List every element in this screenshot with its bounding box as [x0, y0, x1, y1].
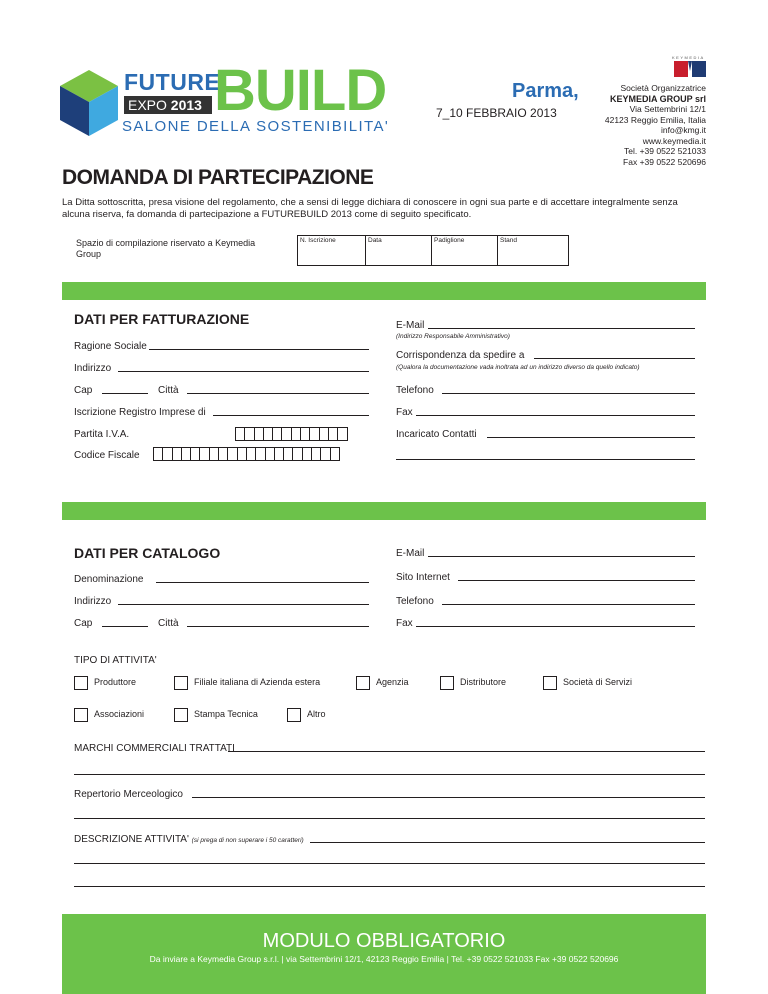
associazioni-label: Associazioni [94, 709, 145, 719]
descrizione-field-3[interactable] [74, 886, 705, 887]
reserved-col-padiglione[interactable]: Padiglione [432, 236, 498, 265]
distributore-label: Distributore [460, 677, 507, 687]
billing-cap-field[interactable] [102, 393, 148, 394]
organizer-logo [672, 55, 708, 79]
logo-year: 2013 [170, 97, 202, 113]
reserved-col-stand[interactable]: Stand [500, 237, 517, 244]
stampa-label: Stampa Tecnica [194, 709, 258, 719]
catalog-title: DATI PER CATALOGO [74, 545, 221, 561]
descrizione-field[interactable] [310, 842, 705, 843]
organizer-address1: Via Settembrini 12/1 [629, 104, 706, 114]
marchi-field-2[interactable] [74, 774, 705, 775]
page-title: DOMANDA DI PARTECIPAZIONE [62, 166, 374, 189]
cube-icon [60, 70, 118, 136]
billing-ragione-label: Ragione Sociale [74, 341, 147, 352]
organizer-info [560, 83, 706, 167]
distributore-checkbox[interactable] [440, 676, 454, 690]
altro-label: Altro [307, 709, 326, 719]
footer-text: Da inviare a Keymedia Group s.r.l. | via Settembrini 12/1, 42123 Reggio Emilia | Tel. +39 0522 521033 Fax +39 0522 520696 [149, 954, 619, 964]
descrizione-note: (si prega di non superare i 50 caratteri) [191, 837, 304, 844]
repertorio-label: Repertorio Merceologico [74, 789, 183, 800]
billing-indirizzo-label: Indirizzo [74, 363, 112, 374]
produttore-label: Produttore [94, 677, 137, 687]
catalog-denominazione-label: Denominazione [74, 574, 144, 585]
organizer-address2: 42123 Reggio Emilia, Italia [604, 114, 706, 125]
logo-tagline: SALONE DELLA SOSTENIBILITA' [122, 118, 390, 135]
reserved-label: Spazio di compilazione riservato a Keymedia Group [76, 238, 256, 259]
billing-incaricato-label: Incaricato Contatti [396, 429, 477, 440]
servizi-checkbox[interactable] [543, 676, 557, 690]
billing-citta-label: Città [158, 385, 179, 396]
organizer-label: Società Organizzatrice [620, 83, 706, 93]
logo-expo-box [124, 96, 212, 114]
catalog-cap-field[interactable] [102, 626, 148, 627]
repertorio-field[interactable] [192, 797, 705, 798]
reserved-table [297, 235, 569, 266]
billing-fax-label: Fax [396, 407, 413, 418]
catalog-divider [62, 502, 706, 520]
logo-future: FUTURE [124, 69, 221, 95]
marchi-label: MARCHI COMMERCIALI TRATTATI [74, 743, 235, 754]
reserved-col-data[interactable]: Data [366, 236, 432, 265]
billing-email-label: E-Mail [396, 320, 425, 331]
agenzia-checkbox[interactable] [356, 676, 370, 690]
billing-corrispondenza-note: (Qualora la documentazione vada inoltrata ad un indirizzo diverso da quello indicato) [396, 364, 640, 371]
servizi-label: Società di Servizi [563, 677, 633, 687]
billing-title: DATI PER FATTURAZIONE [74, 311, 250, 327]
billing-email-note: (Indirizzo Responsabile Amministrativo) [396, 333, 510, 340]
organizer-fax: Fax +39 0522 520696 [623, 156, 706, 167]
activity-title: TIPO DI ATTIVITA' [74, 655, 157, 666]
stampa-checkbox[interactable] [174, 708, 188, 722]
catalog-sito-label: Sito Internet [396, 572, 450, 583]
billing-corrispondenza-label: Corrispondenza da spedire a [396, 350, 525, 361]
catalog-indirizzo-field[interactable] [118, 604, 369, 605]
associazioni-checkbox[interactable] [74, 708, 88, 722]
catalog-indirizzo-label: Indirizzo [74, 596, 112, 607]
billing-extra-line[interactable] [396, 459, 695, 460]
billing-divider [62, 282, 706, 300]
event-city: Parma, [512, 80, 579, 102]
catalog-telefono-field[interactable] [442, 604, 695, 605]
logo-build: BUILD [214, 58, 387, 123]
billing-corrispondenza-field[interactable] [534, 358, 695, 359]
event-logo [60, 58, 410, 140]
event-dates: 7_10 FEBBRAIO 2013 [436, 106, 557, 120]
billing-registro-label: Iscrizione Registro Imprese di [74, 407, 206, 418]
filiale-label: Filiale italiana di Azienda estera [194, 677, 321, 687]
billing-incaricato-field[interactable] [487, 437, 695, 438]
intro-text: La Ditta sottoscritta, presa visione del regolamento, che a sensi di legge dichiara di conoscere in ogni sua parte e di accettare integralmente senza alcuna riserva, fa domanda di partecipazione a FUTUREBUILD 2013 come di seguito specificato. [62, 197, 678, 220]
billing-telefono-label: Telefono [396, 385, 434, 396]
organizer-tel: Tel. +39 0522 521033 [623, 146, 706, 156]
organizer-email[interactable]: info@kmg.it [660, 125, 706, 135]
catalog-fax-label: Fax [396, 618, 413, 629]
billing-fax-field[interactable] [416, 415, 695, 416]
billing-cf-label: Codice Fiscale [74, 450, 140, 461]
catalog-email-field[interactable] [428, 556, 695, 557]
footer-banner [62, 914, 706, 994]
organizer-web[interactable]: www.keymedia.it [642, 135, 706, 146]
billing-telefono-field[interactable] [442, 393, 695, 394]
billing-indirizzo-field[interactable] [118, 371, 369, 372]
billing-piva-label: Partita I.V.A. [74, 429, 130, 440]
catalog-citta-label: Città [158, 618, 179, 629]
altro-checkbox[interactable] [287, 708, 301, 722]
billing-piva-boxes[interactable] [236, 427, 348, 441]
catalog-sito-field[interactable] [458, 580, 695, 581]
footer-title: MODULO OBBLIGATORIO [262, 930, 506, 952]
billing-cf-boxes[interactable] [154, 447, 340, 461]
catalog-denominazione-field[interactable] [156, 582, 369, 583]
organizer-logo-text: KEYMEDIA [672, 55, 705, 60]
catalog-fax-field[interactable] [416, 626, 695, 627]
descrizione-field-2[interactable] [74, 863, 705, 864]
billing-ragione-field[interactable] [149, 349, 369, 350]
logo-expo: EXPO [128, 97, 167, 113]
catalog-telefono-label: Telefono [396, 596, 434, 607]
billing-registro-field[interactable] [213, 415, 369, 416]
catalog-email-label: E-Mail [396, 548, 425, 559]
reserved-col-iscrizione[interactable]: N. Iscrizione [298, 236, 366, 265]
billing-citta-field[interactable] [187, 393, 369, 394]
billing-email-field[interactable] [428, 328, 695, 329]
repertorio-field-2[interactable] [74, 818, 705, 819]
billing-cap-label: Cap [74, 385, 93, 396]
filiale-checkbox[interactable] [174, 676, 188, 690]
catalog-cap-label: Cap [74, 618, 93, 629]
marchi-field[interactable] [228, 751, 705, 752]
agenzia-label: Agenzia [376, 677, 409, 687]
descrizione-title: DESCRIZIONE ATTIVITA' [74, 834, 189, 845]
descrizione-label [74, 834, 304, 845]
organizer-name: KEYMEDIA GROUP srl [609, 93, 706, 104]
keymedia-icon [674, 61, 706, 77]
catalog-citta-field[interactable] [187, 626, 369, 627]
produttore-checkbox[interactable] [74, 676, 88, 690]
